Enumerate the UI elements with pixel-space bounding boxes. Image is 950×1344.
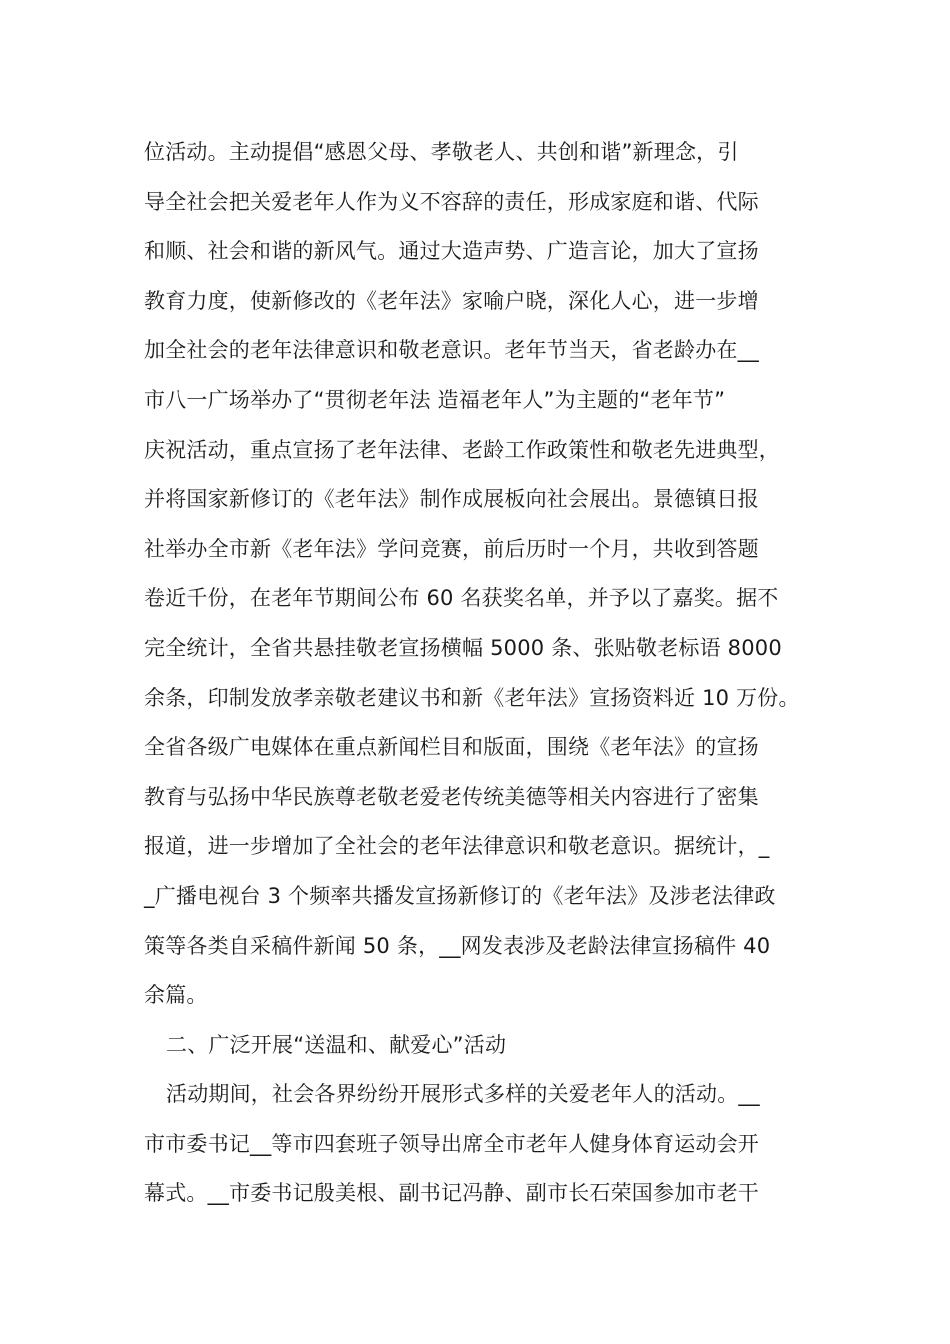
text-line: 策等各类自采稿件新闻 50 条，__网发表涉及老龄法律宣扬稿件 40 bbox=[144, 933, 771, 958]
text-line: 活动期间，社会各界纷纷开展形式多样的关爱老年人的活动。__ bbox=[166, 1082, 760, 1107]
text-line: 余条，印制发放孝亲敬老建议书和新《老年法》宣扬资料近 10 万份。 bbox=[144, 685, 800, 710]
text-line: _广播电视台 3 个频率共播发宣扬新修订的《老年法》及涉老法律政 bbox=[144, 883, 776, 908]
text-line: 庆祝活动，重点宣扬了老年法律、老龄工作政策性和敬老先进典型， bbox=[144, 437, 780, 462]
text-line: 二、广泛开展“送温和、献爱心”活动 bbox=[166, 1032, 507, 1057]
text-line: 卷近千份，在老年节期间公布 60 名获奖名单，并予以了嘉奖。据不 bbox=[144, 586, 779, 611]
text-line: 教育力度，使新修改的《老年法》家喻户晓，深化人心，进一步增 bbox=[144, 288, 759, 313]
text-line: 市市委书记__等市四套班子领导出席全市老年人健身体育运动会开 bbox=[144, 1131, 759, 1156]
text-line: 报道，进一步增加了全社会的老年法律意识和敬老意识。据统计，_ bbox=[144, 834, 770, 859]
text-line: 市八一广场举办了“贯彻老年法 造福老年人”为主题的“老年节” bbox=[144, 387, 726, 412]
text-line: 余篇。 bbox=[144, 983, 208, 1008]
text-line: 幕式。__市委书记殷美根、副书记冯静、副市长石荣国参加市老干 bbox=[144, 1181, 759, 1206]
text-line: 教育与弘扬中华民族尊老敬老爱老传统美德等相关内容进行了密集 bbox=[144, 784, 759, 809]
text-line: 社举办全市新《老年法》学问竞赛，前后历时一个月，共收到答题 bbox=[144, 536, 759, 561]
text-line: 加全社会的老年法律意识和敬老意识。老年节当天，省老龄办在__ bbox=[144, 338, 759, 363]
text-line: 和顺、社会和谐的新风气。通过大造声势、广造言论，加大了宣扬 bbox=[144, 239, 759, 264]
text-line: 导全社会把关爱老年人作为义不容辞的责任，形成家庭和谐、代际 bbox=[144, 189, 759, 214]
text-line: 位活动。主动提倡“感恩父母、孝敬老人、共创和谐”新理念，引 bbox=[144, 140, 739, 164]
text-line: 全省各级广电媒体在重点新闻栏目和版面，围绕《老年法》的宣扬 bbox=[144, 735, 759, 760]
text-line: 完全统计，全省共悬挂敬老宣扬横幅 5000 条、张贴敬老标语 8000 bbox=[144, 635, 782, 660]
text-line: 并将国家新修订的《老年法》制作成展板向社会展出。景德镇日报 bbox=[144, 487, 759, 512]
document-body bbox=[144, 128, 834, 1219]
